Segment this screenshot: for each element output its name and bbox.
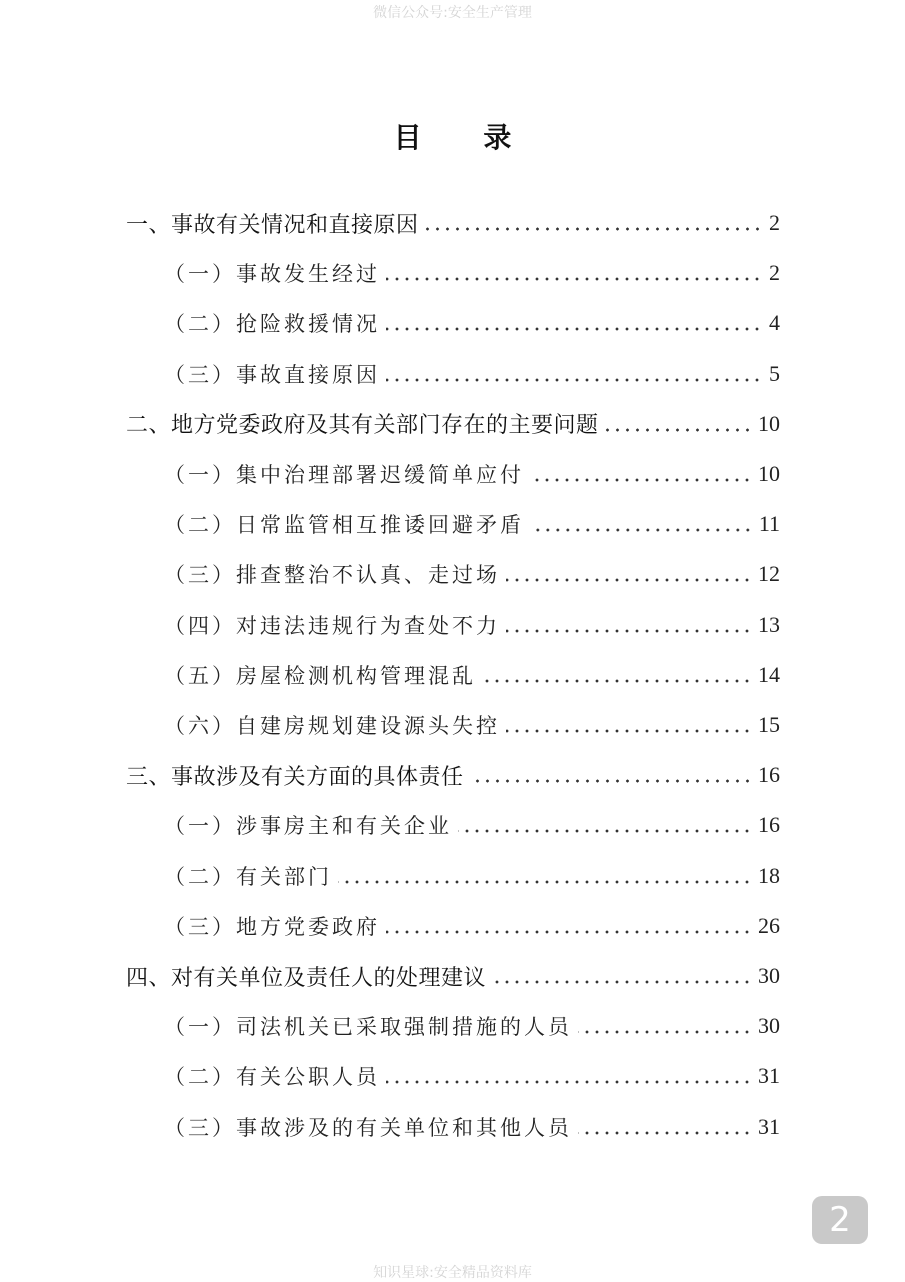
toc-entry-label: 一、事故有关情况和直接原因: [126, 212, 419, 238]
toc-entry-label: （六）自建房规划建设源头失控: [164, 714, 500, 738]
toc-page-number: 16: [758, 812, 780, 838]
toc-subsection[interactable]: [164, 449, 780, 499]
toc-entry-label: （三）排查整治不认真、走过场: [164, 563, 500, 588]
toc-dot-leader: [482, 678, 752, 684]
toc-section[interactable]: [126, 951, 780, 1001]
toc-entry-label: （三）事故涉及的有关单位和其他人员: [164, 1115, 572, 1140]
toc-dot-leader: [506, 728, 752, 734]
toc-entry-label: （二）日常监管相互推诿回避矛盾: [164, 513, 524, 538]
toc-entry-label: （二）有关部门: [164, 864, 332, 889]
toc-page-number: 4: [769, 310, 780, 336]
toc-subsection[interactable]: [164, 600, 780, 650]
toc-entry-label: （二）有关公职人员: [164, 1065, 380, 1090]
page-number-badge: 2: [812, 1196, 868, 1244]
toc-entry-label: 四、对有关单位及责任人的处理建议: [126, 965, 487, 991]
toc-subsection[interactable]: [164, 298, 780, 348]
toc-page-number: 13: [758, 611, 780, 637]
toc-entry-label: （三）事故直接原因: [164, 362, 380, 387]
toc-subsection[interactable]: [164, 851, 780, 901]
toc-subsection[interactable]: [164, 901, 780, 951]
toc-dot-leader: [506, 628, 752, 634]
toc-subsection[interactable]: [164, 1102, 780, 1152]
toc-dot-leader: [425, 226, 762, 232]
toc-page-number: 10: [758, 410, 780, 436]
toc-subsection[interactable]: [164, 248, 780, 298]
toc-page-number: 26: [758, 912, 780, 938]
toc-section[interactable]: [126, 750, 780, 800]
toc-entry-label: （一）集中治理部署迟缓简单应付: [164, 463, 524, 487]
toc-entry-label: （一）司法机关已采取强制措施的人员: [164, 1015, 572, 1040]
toc-page-number: 18: [758, 862, 780, 888]
toc-entry-label: （三）地方党委政府: [164, 914, 380, 939]
toc-dot-leader: [386, 929, 752, 935]
toc-subsection[interactable]: [164, 650, 780, 700]
toc-entry-label: （四）对违法违规行为查处不力: [164, 613, 500, 638]
toc-page-number: 12: [758, 561, 780, 587]
toc-subsection[interactable]: [164, 549, 780, 599]
toc-entry-label: （一）涉事房主和有关企业: [164, 814, 452, 839]
toc-dot-leader: [470, 778, 752, 784]
toc-page-number: 2: [769, 260, 780, 286]
toc-dot-leader: [530, 527, 753, 533]
toc-dot-leader: [578, 1130, 752, 1136]
toc-subsection[interactable]: [164, 700, 780, 750]
toc-entry-label: 二、地方党委政府及其有关部门存在的主要问题: [126, 413, 599, 439]
toc-entry-label: （一）事故发生经过: [164, 262, 380, 287]
toc-entry-label: （二）抢险救援情况: [164, 312, 380, 337]
toc-page-number: 5: [769, 360, 780, 386]
toc-dot-leader: [605, 427, 752, 433]
toc-dot-leader: [386, 377, 762, 383]
toc-page-number: 15: [758, 712, 780, 737]
toc-subsection[interactable]: [164, 499, 780, 549]
toc-dot-leader: [530, 477, 752, 483]
toc-page-number: 31: [758, 1063, 780, 1089]
toc-subsection[interactable]: [164, 1051, 780, 1101]
toc-dot-leader: [506, 577, 752, 583]
toc-subsection[interactable]: [164, 800, 780, 850]
toc-dot-leader: [578, 1029, 752, 1035]
toc-page-number: 11: [758, 511, 780, 537]
toc-dot-leader: [492, 979, 752, 985]
toc-page-number: 31: [758, 1113, 780, 1139]
toc-page-number: 14: [758, 661, 780, 687]
toc-dot-leader: [338, 879, 752, 885]
toc-section[interactable]: [126, 399, 780, 449]
toc-entry-label: （五）房屋检测机构管理混乱: [164, 663, 476, 688]
toc-dot-leader: [386, 326, 762, 332]
toc-page-number: 30: [758, 963, 780, 988]
watermark-bottom: 知识星球:安全精品资料库: [373, 1265, 532, 1281]
toc-dot-leader: [386, 276, 762, 282]
toc-page-number: 10: [758, 461, 780, 486]
toc-page-number: 30: [758, 1013, 780, 1039]
toc-page-number: 2: [769, 210, 780, 235]
toc-subsection[interactable]: [164, 349, 780, 399]
page-title: 目 录: [393, 121, 538, 154]
toc-page-number: 16: [758, 762, 780, 788]
toc-dot-leader: [386, 1079, 752, 1085]
toc-section[interactable]: [126, 198, 780, 248]
toc-entry-label: 三、事故涉及有关方面的具体责任: [126, 764, 464, 790]
toc-dot-leader: [458, 828, 752, 834]
watermark-top: 微信公众号:安全生产管理: [373, 5, 532, 21]
toc-subsection[interactable]: [164, 1001, 780, 1051]
